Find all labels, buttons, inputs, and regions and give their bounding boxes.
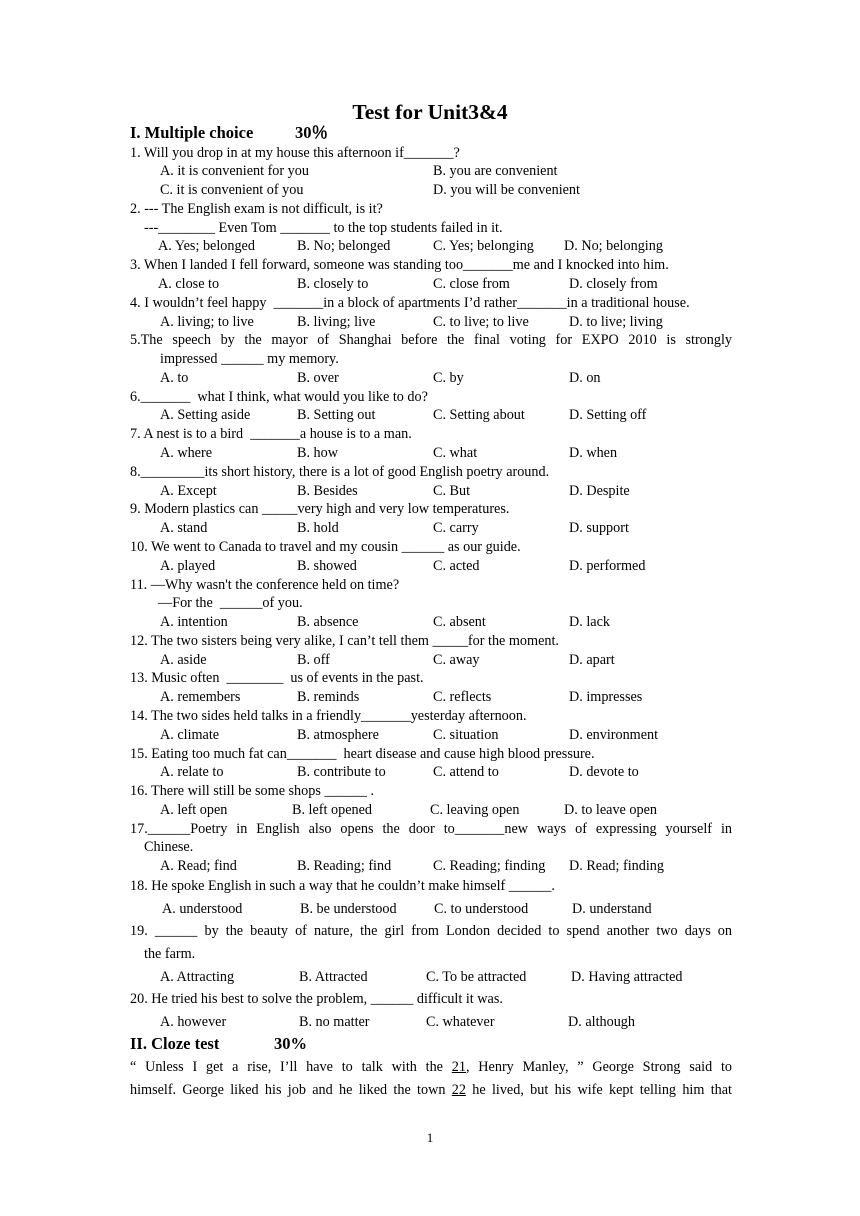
question-8-option-b: B. Besides: [297, 483, 358, 499]
question-5-stem: 5.The speech by the mayor of Shanghai before the final voting for EXPO 2010 is strongly: [130, 332, 732, 348]
question-16-option-b: B. left opened: [292, 802, 372, 818]
question-17-stem-line2: Chinese.: [144, 839, 194, 855]
question-19-stem-line2: the farm.: [144, 946, 196, 962]
blank-21: 21: [451, 1059, 466, 1075]
question-7-stem: 7. A nest is to a bird _______a house is to a man.: [130, 426, 412, 442]
section-score: 30%: [274, 1034, 307, 1053]
question-19-stem: 19. ______ by the beauty of nature, the girl from London decided to spend another two days on: [130, 923, 732, 939]
question-15-option-a: A. relate to: [160, 764, 224, 780]
question-18-option-c: C. to understood: [434, 901, 529, 917]
question-12-stem: 12. The two sisters being very alike, I can’t tell them _____for the moment.: [130, 633, 559, 649]
question-2-option-d: D. No; belonging: [564, 238, 663, 254]
question-16-option-c: C. leaving open: [430, 802, 520, 818]
question-15-option-b: B. contribute to: [297, 764, 386, 780]
question-19-option-b: B. Attracted: [299, 969, 368, 985]
question-11-option-d: D. lack: [569, 614, 610, 630]
question-4-option-b: B. living; live: [297, 314, 376, 330]
question-8-stem: 8._________its short history, there is a lot of good English poetry around.: [130, 464, 550, 480]
question-6-option-d: D. Setting off: [569, 407, 647, 423]
question-2-option-a: A. Yes; belonged: [158, 238, 255, 254]
question-20-option-d: D. although: [568, 1014, 635, 1030]
question-10-option-b: B. showed: [297, 558, 357, 574]
question-2-stem-line2: ---________ Even Tom _______ to the top students failed in it.: [144, 220, 503, 236]
question-18-option-b: B. be understood: [300, 901, 397, 917]
question-11-option-a: A. intention: [160, 614, 228, 630]
blank-22: 22: [451, 1082, 466, 1098]
question-6-option-c: C. Setting about: [433, 407, 525, 423]
question-10-option-d: D. performed: [569, 558, 646, 574]
question-15-option-d: D. devote to: [569, 764, 639, 780]
question-14-stem: 14. The two sides held talks in a friendly_______yesterday afternoon.: [130, 708, 527, 724]
question-14-option-d: D. environment: [569, 727, 659, 743]
question-17-option-b: B. Reading; find: [297, 858, 392, 874]
question-10-stem: 10. We went to Canada to travel and my cousin ______ as our guide.: [130, 539, 521, 555]
question-13-stem: 13. Music often ________ us of events in the past.: [130, 670, 424, 686]
question-13-option-b: B. reminds: [297, 689, 360, 705]
question-5-option-d: D. on: [569, 370, 601, 386]
question-11-option-b: B. absence: [297, 614, 359, 630]
question-13-option-c: C. reflects: [433, 689, 492, 705]
question-3-option-a: A. close to: [158, 276, 220, 292]
question-9-option-d: D. support: [569, 520, 629, 536]
question-20-option-b: B. no matter: [299, 1014, 370, 1030]
question-3-stem: 3. When I landed I fell forward, someone was standing too_______me and I knocked into him.: [130, 257, 669, 273]
question-9-option-a: A. stand: [160, 520, 208, 536]
question-17-option-a: A. Read; find: [160, 858, 237, 874]
question-1-option-a: A. it is convenient for you: [160, 163, 309, 179]
question-9-option-c: C. carry: [433, 520, 479, 536]
section-heading-cloze-test: II. Cloze test: [130, 1034, 220, 1053]
question-15-option-c: C. attend to: [433, 764, 499, 780]
question-1-stem: 1. Will you drop in at my house this afternoon if_______?: [130, 145, 460, 161]
question-4-option-d: D. to live; living: [569, 314, 663, 330]
section-score: 30％: [295, 123, 328, 142]
question-16-option-a: A. left open: [160, 802, 228, 818]
question-9-option-b: B. hold: [297, 520, 339, 536]
question-12-option-c: C. away: [433, 652, 480, 668]
question-8-option-d: D. Despite: [569, 483, 630, 499]
section-heading-multiple-choice: I. Multiple choice: [130, 123, 254, 142]
question-6-option-b: B. Setting out: [297, 407, 376, 423]
question-1-option-b: B. you are convenient: [433, 163, 558, 179]
question-5-option-a: A. to: [160, 370, 189, 386]
question-20-option-a: A. however: [160, 1014, 227, 1030]
question-16-stem: 16. There will still be some shops ______ .: [130, 783, 375, 799]
cloze-passage-line-2: himself. George liked his job and he liked the town 22 he lived, but his wife kept telling him that: [130, 1082, 732, 1098]
question-6-stem: 6._______ what I think, what would you like to do?: [130, 389, 428, 405]
question-15-stem: 15. Eating too much fat can_______ heart disease and cause high blood pressure.: [130, 746, 595, 762]
question-2-stem: 2. --- The English exam is not difficult, is it?: [130, 201, 383, 217]
question-14-option-a: A. climate: [160, 727, 220, 743]
question-2-option-c: C. Yes; belonging: [433, 238, 534, 254]
page-number: 1: [426, 1130, 434, 1145]
question-18-option-d: D. understand: [572, 901, 652, 917]
question-17-option-c: C. Reading; finding: [433, 858, 546, 874]
question-5-stem-line2: impressed ______ my memory.: [160, 351, 339, 367]
question-17-stem: 17.______Poetry in English also opens the door to_______new ways of expressing yourself in: [130, 821, 732, 837]
question-4-stem: 4. I wouldn’t feel happy _______in a block of apartments I’d rather_______in a traditional house.: [130, 295, 690, 311]
question-3-option-d: D. closely from: [569, 276, 658, 292]
question-18-stem: 18. He spoke English in such a way that he couldn’t make himself ______.: [130, 878, 555, 894]
question-7-option-d: D. when: [569, 445, 618, 461]
question-9-stem: 9. Modern plastics can _____very high and very low temperatures.: [130, 501, 510, 517]
question-12-option-a: A. aside: [160, 652, 207, 668]
question-3-option-c: C. close from: [433, 276, 510, 292]
question-4-option-c: C. to live; to live: [433, 314, 529, 330]
page-title: Test for Unit3&4: [352, 100, 508, 124]
question-8-option-c: C. But: [433, 483, 471, 499]
question-1-option-d: D. you will be convenient: [433, 182, 580, 198]
question-7-option-b: B. how: [297, 445, 338, 461]
question-5-option-b: B. over: [297, 370, 339, 386]
question-20-stem: 20. He tried his best to solve the problem, ______ difficult it was.: [130, 991, 503, 1007]
question-7-option-c: C. what: [433, 445, 478, 461]
question-12-option-d: D. apart: [569, 652, 615, 668]
question-11-stem-line2: —For the ______of you.: [158, 595, 303, 611]
question-16-option-d: D. to leave open: [564, 802, 657, 818]
question-19-option-a: A. Attracting: [160, 969, 235, 985]
question-5-option-c: C. by: [433, 370, 464, 386]
question-7-option-a: A. where: [160, 445, 212, 461]
question-8-option-a: A. Except: [160, 483, 217, 499]
question-18-option-a: A. understood: [162, 901, 243, 917]
question-14-option-b: B. atmosphere: [297, 727, 379, 743]
question-10-option-c: C. acted: [433, 558, 480, 574]
question-10-option-a: A. played: [160, 558, 216, 574]
question-13-option-d: D. impresses: [569, 689, 643, 705]
question-11-stem: 11. —Why wasn't the conference held on time?: [130, 577, 400, 593]
question-13-option-a: A. remembers: [160, 689, 241, 705]
question-17-option-d: D. Read; finding: [569, 858, 664, 874]
question-11-option-c: C. absent: [433, 614, 486, 630]
question-4-option-a: A. living; to live: [160, 314, 254, 330]
question-1-option-c: C. it is convenient of you: [160, 182, 304, 198]
question-20-option-c: C. whatever: [426, 1014, 495, 1030]
question-12-option-b: B. off: [297, 652, 330, 668]
question-19-option-d: D. Having attracted: [571, 969, 683, 985]
cloze-passage-line-1: “ Unless I get a rise, I’ll have to talk with the 21, Henry Manley, ” George Strong said to: [130, 1059, 732, 1075]
question-19-option-c: C. To be attracted: [426, 969, 527, 985]
question-3-option-b: B. closely to: [297, 276, 369, 292]
question-14-option-c: C. situation: [433, 727, 499, 743]
question-2-option-b: B. No; belonged: [297, 238, 391, 254]
question-6-option-a: A. Setting aside: [160, 407, 251, 423]
